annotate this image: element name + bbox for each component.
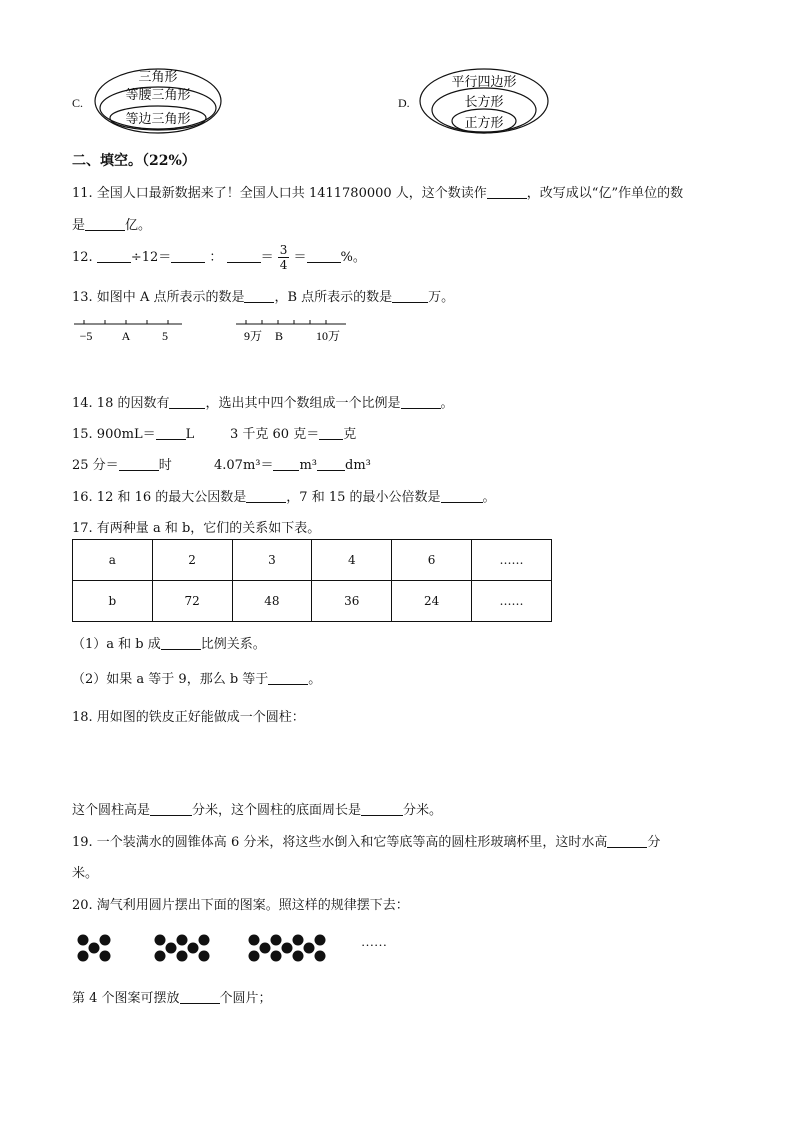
q18-text-b: 分米，这个圆柱的底面周长是 — [192, 803, 362, 818]
table-cell: 72 — [152, 581, 232, 622]
section-title: 二、填空。（22%） — [72, 153, 196, 169]
circle-pattern — [72, 922, 412, 972]
option-c-letter: C. — [72, 96, 84, 110]
answer-blank[interactable] — [307, 250, 341, 263]
table-row — [73, 581, 552, 622]
number-line-1-point-a: A — [121, 329, 131, 343]
table-cell: 24 — [392, 581, 472, 622]
table-cell: 4 — [312, 540, 392, 581]
pattern-3 — [249, 935, 326, 962]
answer-blank[interactable] — [171, 250, 205, 263]
option-c-outer: 三角形 — [138, 69, 178, 84]
question-11-line1 — [72, 182, 683, 201]
answer-blank[interactable] — [161, 637, 201, 650]
answer-blank[interactable] — [156, 427, 186, 440]
q16-text-a: 16. 12 和 16 的最大公因数是 — [72, 490, 247, 505]
table-cell: 2 — [152, 540, 232, 581]
q14-text-c: 。 — [440, 396, 454, 411]
q20-text-a: 第 4 个图案可摆放 — [72, 991, 180, 1006]
question-11-line2 — [72, 214, 151, 233]
table-cell: b — [73, 581, 153, 622]
q12-div: ÷12＝ — [130, 250, 172, 265]
question-15-d — [214, 454, 371, 473]
q15-a2: L — [185, 427, 195, 442]
question-20-answer — [72, 987, 272, 1006]
q15-d2: m³ — [299, 458, 318, 473]
question-14 — [72, 392, 454, 411]
option-d-outer: 平行四边形 — [451, 74, 517, 89]
q14-text-b: ，选出其中四个数组成一个比例是 — [205, 396, 401, 411]
answer-blank[interactable] — [401, 396, 441, 409]
q12-prefix: 12. — [72, 250, 93, 265]
number-line-2-left: 9万 — [243, 329, 263, 343]
fraction-three-quarters: $\frac{3}{4}$ — [279, 243, 288, 272]
q12-pct: %。 — [340, 250, 366, 265]
answer-blank[interactable] — [392, 290, 428, 303]
answer-blank[interactable] — [119, 458, 159, 471]
table-cell: …… — [472, 540, 552, 581]
question-15-a — [72, 423, 194, 442]
q12-colon: ： — [209, 250, 223, 265]
relation-table — [72, 539, 552, 622]
answer-blank[interactable] — [227, 250, 261, 263]
answer-blank[interactable] — [246, 490, 286, 503]
q15-b1: 3 千克 60 克＝ — [230, 427, 320, 442]
q17-sub1-a: （1）a 和 b 成 — [72, 637, 161, 652]
question-20-intro: 20. 淘气利用圆片摆出下面的图案。照这样的规律摆下去： — [72, 898, 409, 913]
option-c-middle: 等腰三角形 — [125, 87, 191, 102]
answer-blank[interactable] — [169, 396, 205, 409]
pattern-2 — [155, 935, 210, 962]
q11-text-d: 亿。 — [125, 218, 152, 233]
answer-blank[interactable] — [361, 803, 403, 816]
q15-c2: 时 — [158, 458, 172, 473]
question-19-line2: 米。 — [72, 866, 99, 881]
question-12 — [72, 243, 366, 273]
table-cell: 36 — [312, 581, 392, 622]
q12-eq2: ＝ — [293, 250, 307, 265]
q17-sub2-b: 。 — [308, 672, 322, 687]
answer-blank[interactable] — [441, 490, 483, 503]
answer-blank[interactable] — [607, 835, 647, 848]
question-17-intro: 17. 有两种量 a 和 b，它们的关系如下表。 — [72, 521, 321, 536]
q19-text-b: 分 — [647, 835, 661, 850]
q11-text-a: 11. 全国人口最新数据来了！全国人口共 1411780000 人，这个数读作 — [72, 186, 487, 201]
q13-text-c: 万。 — [428, 290, 455, 305]
q15-d3: dm³ — [345, 458, 371, 473]
question-19-line1 — [72, 831, 660, 850]
answer-blank[interactable] — [244, 290, 274, 303]
q17-sub2-a: （2）如果 a 等于 9，那么 b 等于 — [72, 672, 269, 687]
q15-b2: 克 — [343, 427, 357, 442]
option-c-diagram — [92, 66, 224, 136]
option-d-letter: D. — [398, 96, 410, 110]
q16-text-c: 。 — [482, 490, 496, 505]
table-cell: …… — [472, 581, 552, 622]
q15-c1: 25 分＝ — [72, 458, 119, 473]
number-line-2-right: 10万 — [315, 329, 341, 343]
q15-d1: 4.07m³＝ — [214, 458, 274, 473]
answer-blank[interactable] — [150, 803, 192, 816]
table-row — [73, 540, 552, 581]
answer-blank[interactable] — [487, 186, 527, 199]
number-line-1-left: −5 — [79, 329, 93, 343]
q14-text-a: 14. 18 的因数有 — [72, 396, 170, 411]
option-d-inner: 正方形 — [464, 115, 504, 130]
option-d-diagram — [417, 66, 551, 136]
q13-text-b: ，B 点所表示的数是 — [274, 290, 393, 305]
question-15-c — [72, 454, 172, 473]
question-18-answer — [72, 799, 442, 818]
q15-a1: 15. 900mL＝ — [72, 427, 156, 442]
answer-blank[interactable] — [85, 218, 125, 231]
question-16 — [72, 486, 496, 505]
q18-text-c: 分米。 — [403, 803, 443, 818]
q19-text-a: 19. 一个装满水的圆锥体高 6 分米，将这些水倒入和它等底等高的圆柱形玻璃杯里，这时水高 — [72, 835, 608, 850]
number-line-1 — [72, 316, 192, 346]
question-15-b — [230, 423, 356, 442]
number-line-1-right: 5 — [162, 329, 168, 343]
pattern-1 — [78, 935, 111, 962]
number-line-2-point-b: B — [274, 329, 284, 343]
q17-sub1-b: 比例关系。 — [200, 637, 266, 652]
q12-eq1: ＝ — [260, 250, 274, 265]
table-cell: 6 — [392, 540, 472, 581]
answer-blank[interactable] — [317, 458, 345, 471]
answer-blank[interactable] — [97, 250, 131, 263]
question-18-intro: 18. 用如图的铁皮正好能做成一个圆柱： — [72, 710, 305, 725]
answer-blank[interactable] — [180, 991, 220, 1004]
answer-blank[interactable] — [268, 672, 308, 685]
pattern-continuation: …… — [361, 934, 387, 949]
table-cell: a — [73, 540, 153, 581]
q16-text-b: ，7 和 15 的最小公倍数是 — [286, 490, 441, 505]
q11-text-c: 是 — [72, 218, 86, 233]
table-cell: 3 — [232, 540, 312, 581]
question-17-sub1 — [72, 633, 266, 652]
question-17-sub2 — [72, 668, 321, 687]
question-13 — [72, 286, 454, 305]
table-cell: 48 — [232, 581, 312, 622]
q13-text-a: 13. 如图中 A 点所表示的数是 — [72, 290, 245, 305]
answer-blank[interactable] — [273, 458, 299, 471]
answer-blank[interactable] — [319, 427, 343, 440]
q20-text-b: 个圆片； — [219, 991, 272, 1006]
option-d-middle: 长方形 — [464, 94, 504, 109]
option-c-inner: 等边三角形 — [125, 111, 191, 126]
number-line-2 — [234, 316, 354, 346]
q11-text-b: ，改写成以“亿”作单位的数 — [526, 186, 684, 201]
q18-text-a: 这个圆柱高是 — [72, 803, 151, 818]
